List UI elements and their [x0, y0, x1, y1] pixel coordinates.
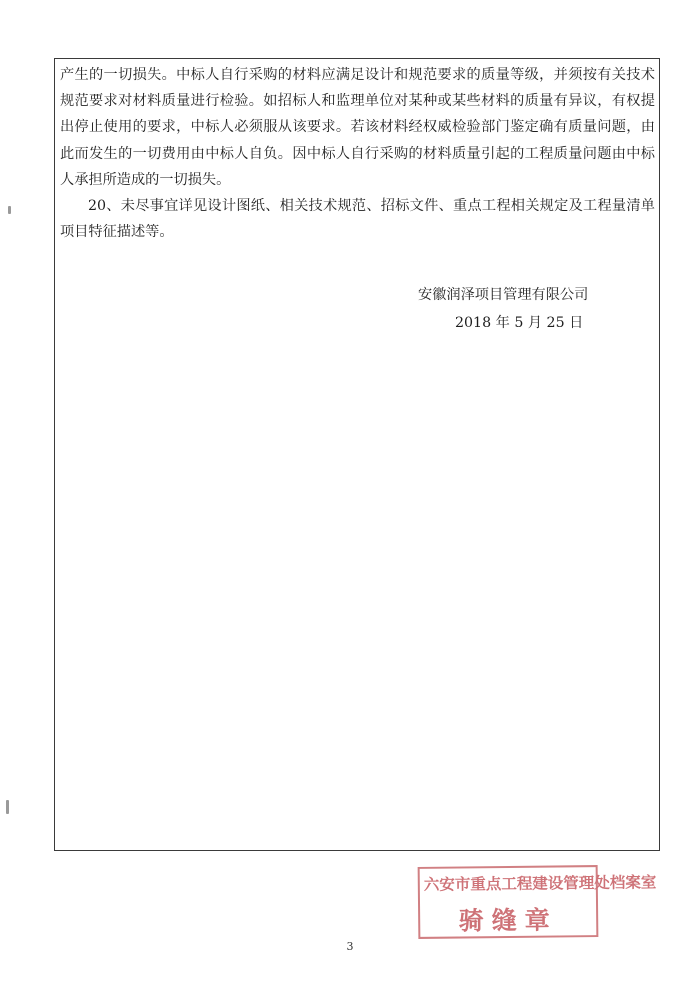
signature-date: 2018 年 5 月 25 日 [455, 315, 584, 331]
stamp-archive-office: 六安市重点工程建设管理处档案室 [423, 873, 657, 894]
signature-company: 安徽润泽项目管理有限公司 [418, 287, 589, 303]
scan-edge-mark [6, 800, 9, 814]
scan-edge-mark [8, 206, 11, 214]
seam-seal-stamp [418, 865, 657, 939]
body-text [60, 62, 655, 245]
paragraph-continued: 产生的一切损失。中标人自行采购的材料应满足设计和规范要求的质量等级，并须按有关技术规范要求对材料质量进行检验。如招标人和监理单位对某种或某些材料的质量有异议，有权提出停止使用的要求，中标人必须服从该要求。若该材料经权威检验部门鉴定确有质量问题，由此而发生的一切费用由中标人自负。因中标人自行采购的材料质量引起的工程质量问题由中标人承担所造成的一切损失。 [60, 67, 655, 188]
paragraph-item-20: 20、未尽事宜详见设计图纸、相关技术规范、招标文件、重点工程相关规定及工程量清单项目特征描述等。 [60, 198, 655, 241]
page-number: 3 [346, 940, 354, 953]
stamp-seam-seal-label: 骑缝章 [458, 905, 558, 936]
